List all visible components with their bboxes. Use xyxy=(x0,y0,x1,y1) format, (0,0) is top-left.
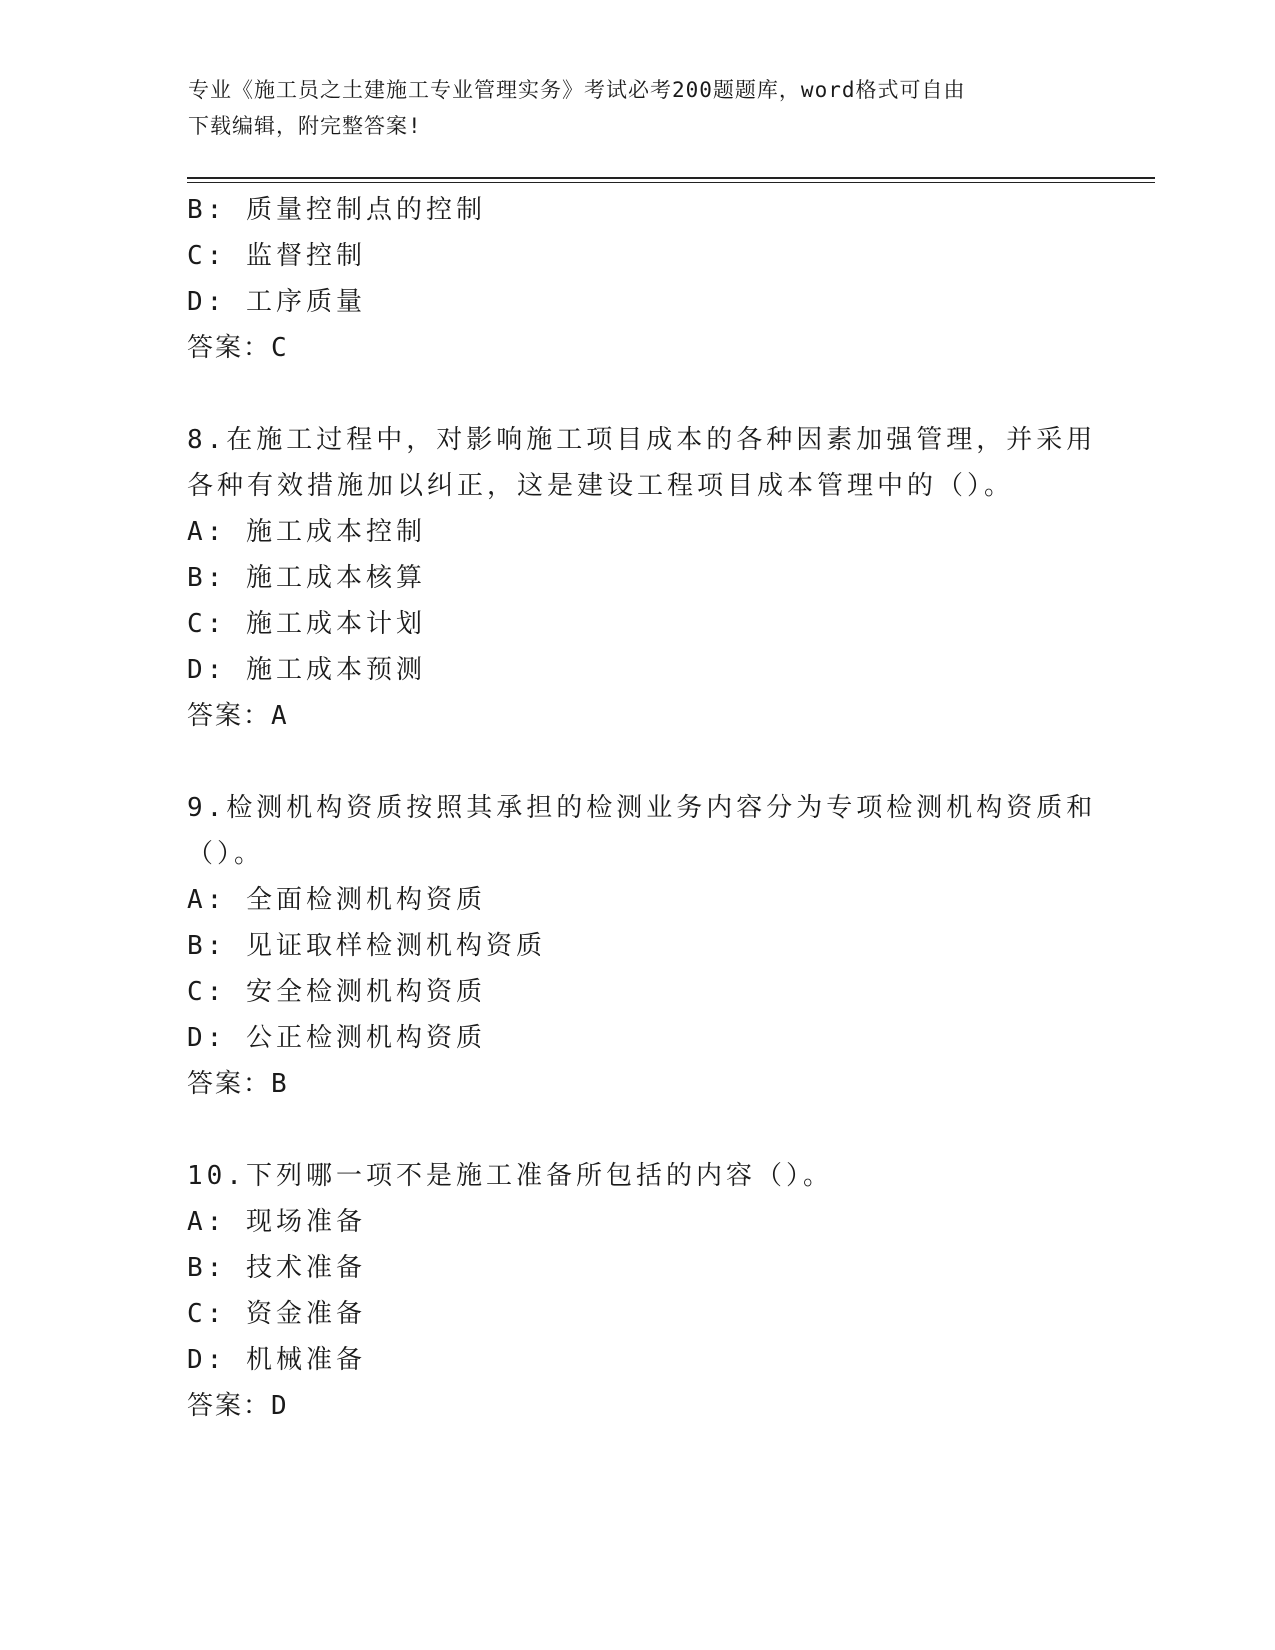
option-b: B: 技术准备 xyxy=(187,1253,366,1283)
question-stem: 8.在施工过程中，对影响施工项目成本的各种因素加强管理，并采用 xyxy=(187,425,1097,455)
question-7-continued xyxy=(187,187,1087,371)
question-10 xyxy=(187,1153,1087,1429)
option-c: C: 施工成本计划 xyxy=(187,609,426,639)
question-stem: 10.下列哪一项不是施工准备所包括的内容（）。 xyxy=(187,1161,833,1191)
spacer xyxy=(187,739,1087,785)
header-rule-thin xyxy=(187,182,1155,183)
question-stem: 9.检测机构资质按照其承担的检测业务内容分为专项检测机构资质和 xyxy=(187,793,1097,823)
answer: 答案：D xyxy=(187,1391,289,1421)
question-8 xyxy=(187,417,1097,739)
option-d: D: 机械准备 xyxy=(187,1345,366,1375)
option-a: A: 全面检测机构资质 xyxy=(187,885,486,915)
header-rule-thick xyxy=(187,177,1155,179)
document-header xyxy=(188,72,1068,144)
option-c: C: 安全检测机构资质 xyxy=(187,977,486,1007)
header-line-2: 下载编辑，附完整答案! xyxy=(188,114,422,138)
spacer xyxy=(187,1107,1087,1153)
spacer xyxy=(187,371,1087,417)
option-c: C: 资金准备 xyxy=(187,1299,366,1329)
question-stem-continued: （）。 xyxy=(187,839,265,869)
option-b: B: 质量控制点的控制 xyxy=(187,195,486,225)
question-list xyxy=(187,187,1097,1429)
option-d: D: 工序质量 xyxy=(187,287,366,317)
answer: 答案：C xyxy=(187,333,289,363)
question-9 xyxy=(187,785,1097,1107)
option-a: A: 施工成本控制 xyxy=(187,517,426,547)
question-stem-continued: 各种有效措施加以纠正，这是建设工程项目成本管理中的（）。 xyxy=(187,471,1015,501)
option-a: A: 现场准备 xyxy=(187,1207,366,1237)
header-line-1: 专业《施工员之土建施工专业管理实务》考试必考200题题库，word格式可自由 xyxy=(188,78,966,102)
option-b: B: 施工成本核算 xyxy=(187,563,426,593)
answer: 答案：B xyxy=(187,1069,289,1099)
option-d: D: 施工成本预测 xyxy=(187,655,426,685)
answer: 答案：A xyxy=(187,701,289,731)
option-c: C: 监督控制 xyxy=(187,241,366,271)
option-b: B: 见证取样检测机构资质 xyxy=(187,931,546,961)
option-d: D: 公正检测机构资质 xyxy=(187,1023,486,1053)
